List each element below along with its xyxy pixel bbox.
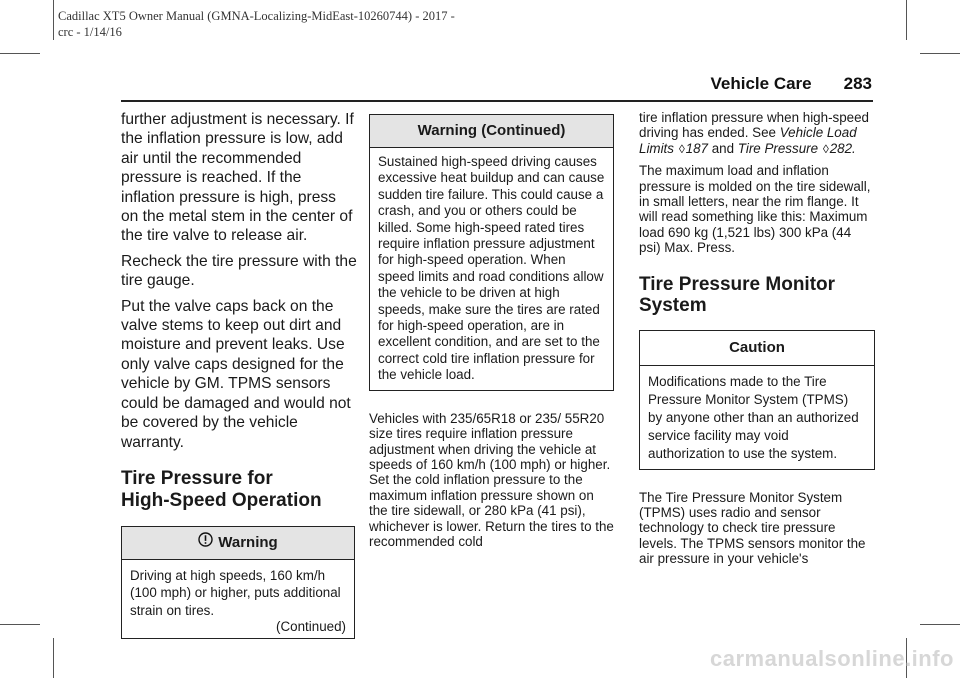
caution-box [639, 330, 875, 470]
warning-text: Driving at high speeds, 160 km/h (100 mph) or higher, puts additional strain on tires. [130, 567, 341, 618]
caution-header: Caution [640, 331, 874, 366]
cross-reference-link[interactable]: Vehicle Load Limits ◊187 [639, 125, 857, 156]
heading-line: Tire Pressure for [121, 467, 273, 489]
heading-line: Tire Pressure Monitor [639, 273, 836, 295]
paragraph: The Tire Pressure Monitor System (TPMS) uses radio and sensor technology to check tire pressure levels. The TPMS sensors monitor the air pressure in your vehicle's [639, 489, 866, 567]
warning-icon [198, 527, 213, 559]
column-2 [369, 114, 614, 555]
crop-mark [906, 0, 907, 40]
paragraph: Vehicles with 235/65R18 or 235/ 55R20 size tires require inflation pressure adjustment when driving the vehicle at speeds of 160 km/h (100 mph) or higher. Set the cold inflation pressure to the maximum inflation pressure shown on the tire sidewall, or 280 kPa (41 psi), whichever is lower. Return the tires to the recommended cold [369, 410, 614, 549]
cross-reference-link[interactable]: Tire Pressure ◊282. [737, 140, 856, 156]
warning-header: Warning (Continued) [370, 115, 613, 148]
section-heading [121, 468, 357, 512]
reference-arrow-icon: ◊ [822, 141, 829, 156]
crop-mark [53, 0, 54, 40]
warning-text: Sustained high-speed driving causes excessive heat buildup and can cause sudden tire failure. This could cause a crash, and you or others could be killed. Some high-speed rated tires require inflation pressure adjustment for high-speed operation. When speed limits and road conditions allow the vehicle to be driven at high speeds, make sure the tires are rated for high-speed operation, are in excellent condition, and are set to the correct cold tire inflation pressure for the vehicle load. [378, 154, 605, 383]
section-title: Vehicle Care [710, 74, 812, 93]
crop-mark [920, 624, 960, 625]
warning-title: Warning [218, 533, 278, 551]
column-1 [121, 110, 357, 639]
crop-mark [0, 53, 40, 54]
paragraph: Recheck the tire pressure with the tire gauge. [121, 252, 357, 290]
heading-line: High-Speed Operation [121, 489, 322, 511]
document-meta [58, 8, 455, 40]
paragraph: The maximum load and inflation pressure is molded on the tire sidewall, in small letters, near the rim flange. It will read something like this: Maximum load 690 kg (1,521 lbs) 300 kPa (44 psi) Max. Press. [639, 163, 871, 256]
reference-arrow-icon: ◊ [678, 141, 685, 156]
warning-box-continued [369, 114, 614, 391]
running-header [711, 74, 873, 94]
warning-body [122, 560, 354, 638]
meta-line-2: crc - 1/14/16 [58, 25, 122, 39]
paragraph: Put the valve caps back on the valve stems to keep out dirt and moisture and prevent leaks. Use only valve caps designed for the vehicle by GM. TPMS sensors could be damaged and would not be covered by the vehicle warranty. [121, 297, 351, 451]
warning-box [121, 526, 355, 639]
page-number: 283 [843, 74, 872, 93]
crop-mark [920, 53, 960, 54]
crop-mark [0, 624, 40, 625]
header-rule [121, 100, 873, 102]
column-3 [639, 110, 876, 573]
caution-text: Modifications made to the Tire Pressure Monitor System (TPMS) by anyone other than an authorized service facility may void authorization to use the system. [648, 373, 859, 461]
continued-label: (Continued) [276, 619, 346, 635]
heading-line: System [639, 294, 707, 316]
section-heading [639, 274, 876, 316]
crop-mark [53, 638, 54, 678]
watermark: carmanualsonline.info [710, 646, 954, 671]
meta-line-1: Cadillac XT5 Owner Manual (GMNA-Localizing-MidEast-10260744) - 2017 - [58, 9, 455, 23]
paragraph: further adjustment is necessary. If the inflation pressure is low, add air until the recommended pressure is reached. If the inflation pressure is high, press on the metal stem in the center of the tire valve to release air. [121, 111, 354, 245]
paragraph: tire inflation pressure when high-speed driving has ended. See Vehicle Load Limits ◊187 and Tire Pressure ◊282. [639, 110, 870, 156]
warning-header [122, 527, 354, 560]
